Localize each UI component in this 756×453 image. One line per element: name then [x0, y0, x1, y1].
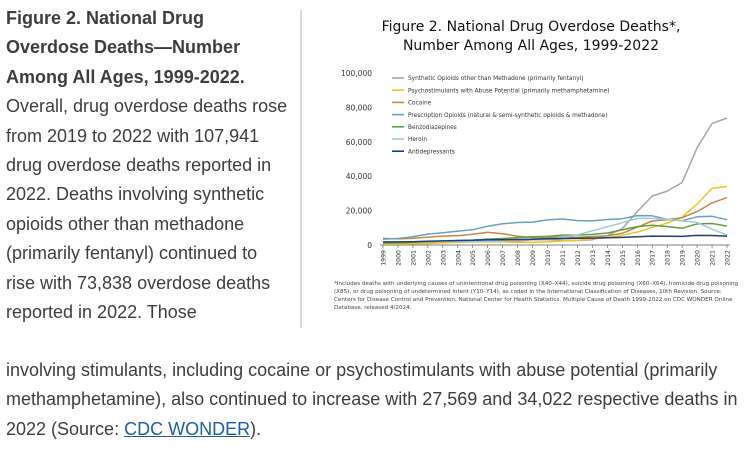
figure-heading: Figure 2. National Drug Overdose Deaths—Number Among All Ages, 1999-2022. [6, 8, 245, 87]
line-chart [318, 18, 744, 280]
chart-title-line1: Figure 2. National Drug Overdose Deaths*, [381, 19, 681, 35]
intro-paragraph [6, 4, 288, 327]
x-tick-label: 2014 [604, 250, 612, 266]
x-tick-label: 2005 [470, 250, 478, 266]
continuation-body: involving stimulants, including cocaine or psychostimulants with abuse potential (primarily methamphetamine), also continued to increase with 27,569 and 34,022 respective deaths in 2022 (Source: [6, 360, 738, 439]
series-line [383, 118, 727, 244]
intro-body: Overall, drug overdose deaths rose from 2019 to 2022 with 107,941 drug overdose deaths reported in 2022. Deaths involving synthetic opioids other than methadone (primarily fentanyl) continued to rise with 73,838 overdose deaths reported in 2022. Those [6, 96, 288, 323]
legend-label: Benzodiazepines [408, 125, 457, 131]
y-tick-label: 0 [367, 241, 372, 250]
x-tick-label: 2016 [634, 250, 642, 266]
x-tick-label: 2010 [545, 250, 553, 266]
vertical-divider [300, 10, 302, 328]
x-tick-label: 2020 [694, 250, 702, 266]
legend-label: Cocaine [408, 100, 432, 107]
y-tick-label: 60,000 [345, 137, 372, 147]
legend-label: Antidepressants [408, 149, 455, 156]
series-line [383, 198, 727, 239]
x-tick-label: 2001 [410, 250, 418, 266]
chart-footnote: *Includes deaths with underlying causes of unintentional drug poisoning (X40–X44), suicide drug poisoning (X60–X64), homicide drug poisoning (X85), or drug poisoning of undetermined intent (Y10–Y14), as coded in the International Classification of Diseases, 10th Revision. Source: Centers for Disease Control and Prevention, National Center for Health Statistics. Multiple Cause of Death 1999-2022 on CDC WONDER Online Database, released 4/2024. [334, 281, 739, 311]
legend-label: Synthetic Opioids other than Methadone (primarily fentanyl) [408, 76, 584, 83]
x-tick-label: 2008 [515, 250, 523, 266]
x-tick-label: 2006 [485, 250, 493, 266]
chart-title-line2: Number Among All Ages, 1999-2022 [402, 38, 660, 54]
x-tick-label: 2000 [395, 250, 403, 266]
x-tick-label: 2015 [619, 250, 627, 266]
y-tick-label: 20,000 [345, 206, 372, 216]
x-tick-label: 2009 [530, 250, 538, 266]
x-tick-label: 2007 [500, 250, 508, 266]
y-tick-label: 100,000 [340, 69, 372, 78]
legend-label: Heroin [408, 137, 428, 144]
x-tick-label: 2018 [664, 250, 672, 266]
x-tick-label: 2003 [440, 250, 448, 266]
x-tick-label: 2017 [649, 250, 657, 266]
legend-label: Prescription Opioids (natural & semi-synthetic opioids & methadone) [408, 112, 608, 119]
x-tick-label: 2012 [574, 250, 582, 266]
legend-label: Psychostimulants with Abuse Potential (primarily methamphetamine) [408, 88, 610, 95]
x-tick-label: 2019 [679, 250, 687, 266]
continuation-paragraph [6, 356, 746, 444]
chart-figure [318, 18, 744, 328]
x-tick-label: 2004 [455, 250, 463, 266]
x-tick-label: 1999 [380, 250, 388, 266]
x-tick-label: 2002 [425, 250, 433, 266]
x-tick-label: 2011 [559, 250, 567, 266]
x-tick-label: 2022 [724, 250, 732, 266]
cdc-wonder-link[interactable]: CDC WONDER [124, 418, 251, 439]
x-tick-label: 2021 [709, 250, 717, 266]
y-tick-label: 80,000 [345, 103, 372, 113]
x-tick-label: 2013 [589, 250, 597, 266]
y-tick-label: 40,000 [345, 172, 372, 182]
continuation-end: ). [250, 418, 262, 439]
